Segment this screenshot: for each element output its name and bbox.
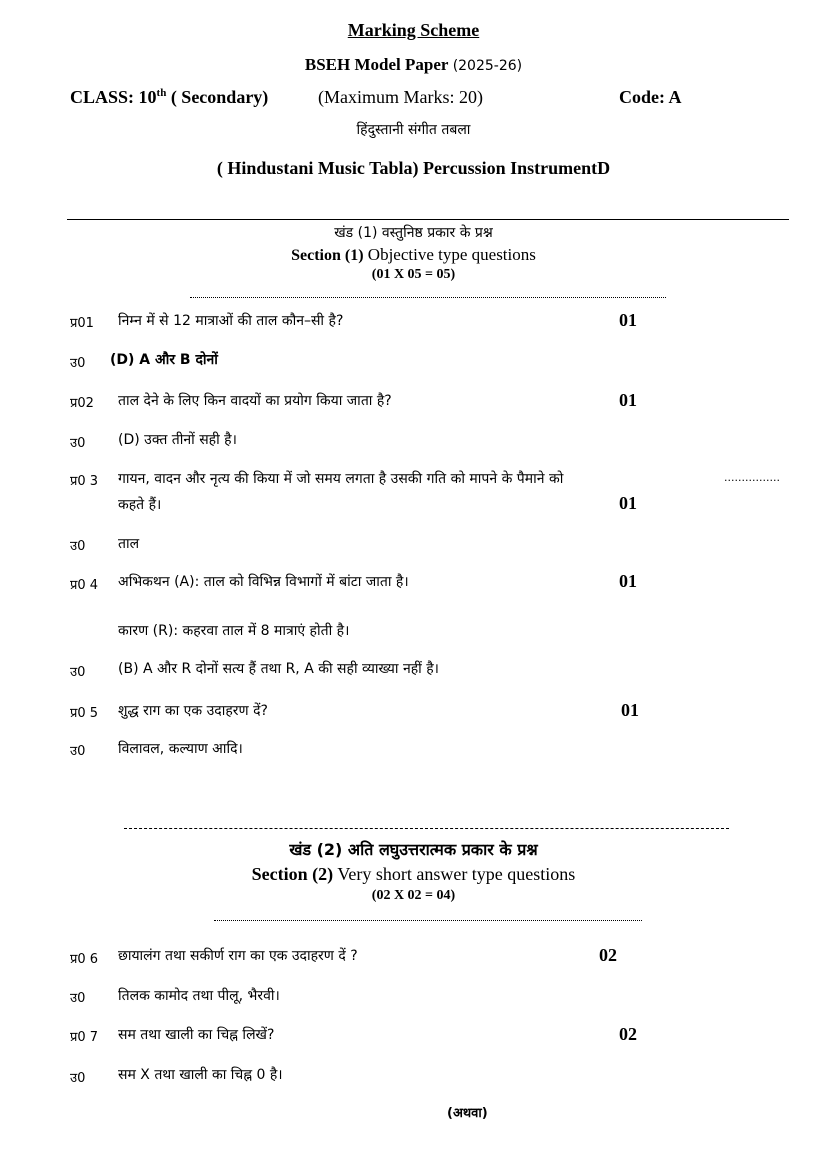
answer-label: उ0 (70, 436, 86, 451)
section2-title (0, 864, 827, 885)
question-marks: 01 (621, 700, 639, 720)
section2-dashed-divider (124, 828, 729, 829)
question-text: निम्न में से 12 मात्राओं की ताल कौन–सी है? (118, 313, 344, 329)
class-info (70, 87, 268, 108)
answer-text: (B) A और R दोनों सत्य हैं तथा R, A की सही व्याख्या नहीं है। (118, 661, 439, 677)
or-marker: (अथवा) (447, 1106, 488, 1121)
question-marks: 01 (619, 571, 637, 591)
question-marks: 01 (619, 310, 637, 330)
max-marks: (Maximum Marks: 20) (318, 87, 483, 107)
class-label: CLASS: 10 (70, 87, 157, 107)
session-year: (2025-26) (452, 58, 523, 74)
answer-label: उ0 (70, 356, 86, 371)
question-dots: ................ (724, 471, 780, 484)
answer-label: उ0 (70, 539, 86, 554)
question-label: प्र02 (70, 396, 94, 411)
question-text: गायन, वादन और नृत्य की किया में जो समय लगता है उसकी गति को मापने के पैमाने को (118, 471, 564, 487)
section1-text: Objective type questions (367, 245, 536, 264)
paper-title (0, 55, 827, 75)
subject-english: ( Hindustani Music Tabla) Percussion InstrumentD (216, 158, 611, 178)
assertion-text: अभिकथन (A): ताल को विभिन्न विभागों में बांटा जाता है। (118, 574, 409, 590)
section2-text: Very short answer type questions (337, 864, 576, 884)
section2-title-hindi: खंड (2) अति लघुउत्तरात्मक प्रकार के प्रश्न (289, 840, 538, 859)
answer-label: उ0 (70, 744, 86, 759)
reason-text: कारण (R): कहरवा ताल में 8 मात्राएं होती है। (118, 623, 350, 639)
question-marks: 01 (619, 493, 637, 513)
question-label: प्र0 3 (70, 474, 99, 489)
answer-label: उ0 (70, 665, 86, 680)
answer-text: सम X तथा खाली का चिह्न 0 है। (118, 1067, 283, 1083)
section1-prefix: Section (1) (291, 247, 364, 264)
question-text: सम तथा खाली का चिह्न लिखें? (118, 1027, 275, 1043)
question-marks: 01 (619, 390, 637, 410)
page-title: Marking Scheme (347, 20, 480, 40)
answer-text: तिलक कामोद तथा पीलू, भैरवी। (118, 988, 280, 1004)
question-marks: 02 (619, 1024, 637, 1044)
section1-title (0, 245, 827, 265)
class-suffix: ( Secondary) (170, 87, 269, 107)
question-label: प्र01 (70, 316, 94, 331)
section1-dotted-divider (190, 297, 666, 298)
subject-hindi: हिंदुस्तानी संगीत तबला (356, 122, 471, 138)
answer-text: (D) उक्त तीनों सही है। (118, 432, 237, 448)
header-divider (67, 219, 789, 220)
question-text: शुद्ध राग का एक उदाहरण दें? (118, 703, 268, 719)
question-text-continued: कहते हैं। (118, 497, 162, 513)
answer-label: उ0 (70, 1071, 86, 1086)
question-label: प्र0 4 (70, 578, 99, 593)
question-label: प्र0 5 (70, 706, 99, 721)
question-text: छायालंग तथा सकीर्ण राग का एक उदाहरण दें ? (118, 948, 358, 964)
section2-dotted-divider (214, 920, 642, 921)
question-marks: 02 (599, 945, 617, 965)
class-superscript: th (156, 87, 167, 99)
answer-label: उ0 (70, 991, 86, 1006)
answer-text: विलावल, कल्याण आदि। (118, 741, 243, 757)
question-label: प्र0 6 (70, 952, 99, 967)
paper-code: Code: A (619, 87, 682, 107)
section2-prefix: Section (2) (251, 864, 334, 884)
paper-name: BSEH Model Paper (304, 55, 449, 74)
answer-text: (D) A और B दोनों (110, 352, 218, 368)
section1-marks: (01 X 05 = 05) (371, 267, 456, 282)
answer-text: ताल (118, 536, 140, 552)
question-label: प्र0 7 (70, 1030, 99, 1045)
section2-marks: (02 X 02 = 04) (371, 888, 456, 903)
section1-title-hindi: खंड (1) वस्तुनिष्ठ प्रकार के प्रश्न (334, 225, 493, 241)
question-text: ताल देने के लिए किन वादयों का प्रयोग किया जाता है? (118, 393, 392, 409)
